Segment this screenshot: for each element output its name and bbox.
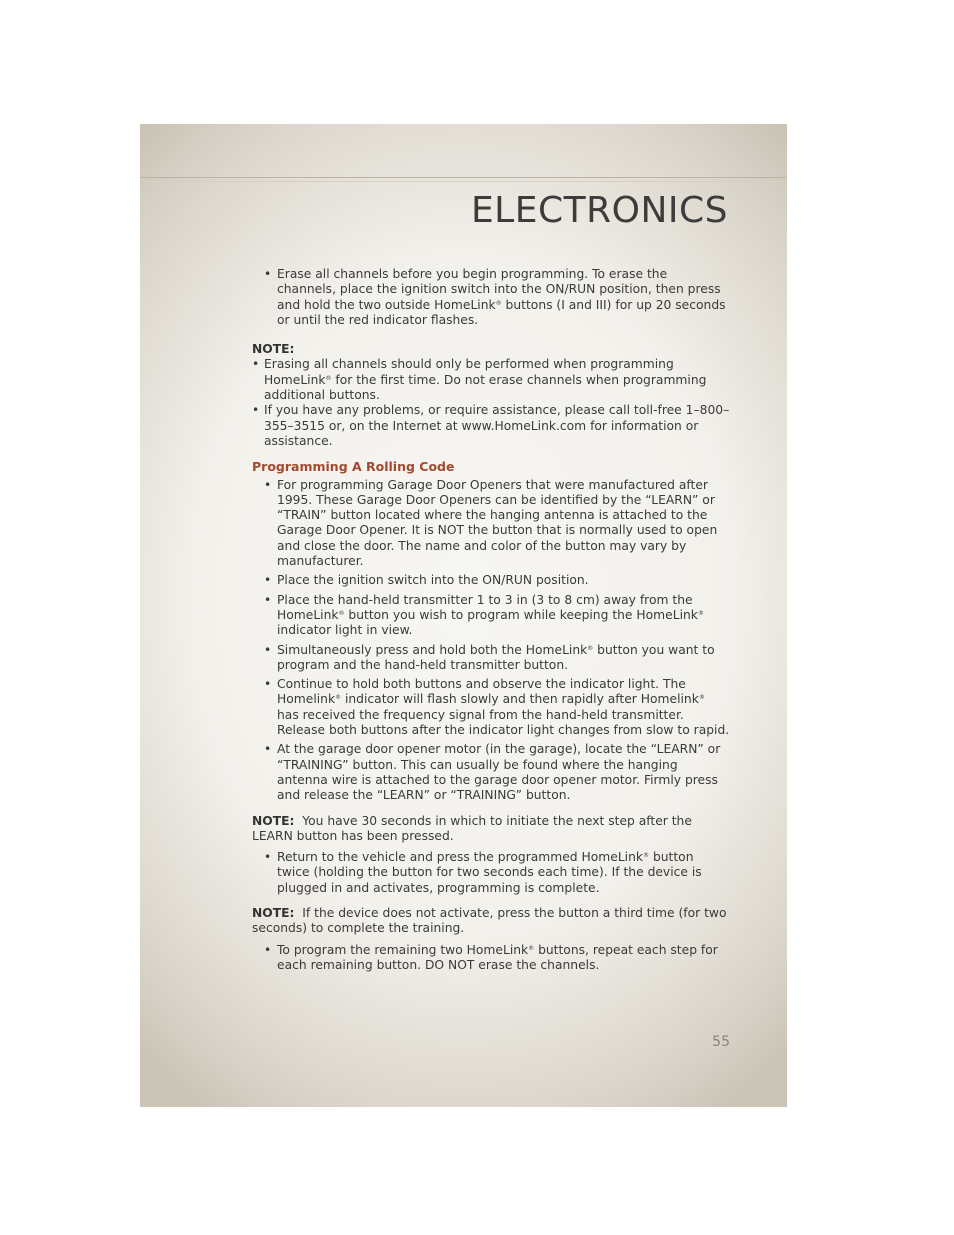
bullet-glyph: • <box>264 267 272 281</box>
bullet-glyph: • <box>264 642 272 657</box>
note-third-time: NOTE: If the device does not activate, press the button a third time (for two seconds) to complete the training. <box>252 905 727 936</box>
note-label: NOTE: <box>252 905 295 920</box>
header-rule <box>140 177 787 178</box>
bullet-glyph: • <box>264 573 272 588</box>
bullet-glyph: • <box>252 357 260 372</box>
note-bullet-erasing: • Erasing all channels should only be performed when programming HomeLink® for the first time. Do not erase channels when programming additional buttons. <box>252 357 707 403</box>
bullet-learn-button: • At the garage door opener motor (in the garage), locate the “LEARN” or “TRAINING” button. This can usually be found where the hanging antenna wire is attached to the garage door opener motor. Firmly press and release the “LEARN” or “TRAINING” button. <box>264 742 721 803</box>
page-title: ELECTRONICS <box>470 190 728 231</box>
bullet-remaining-buttons: • To program the remaining two HomeLink® buttons, repeat each step for each remaining button. DO NOT erase the channels. <box>264 942 718 972</box>
note-bullet-assistance: • If you have any problems, or require assistance, please call toll-free 1–800–355–3515 or, on the Internet at www.HomeLink.com for information or assistance. <box>252 403 730 448</box>
bullet-erase-channels: • Erase all channels before you begin programming. To erase the channels, place the ignition switch into the ON/RUN position, then press and hold the two outside HomeLink® buttons (I and III) for up 20 seconds or until the red indicator flashes. <box>264 267 726 327</box>
bullet-return-vehicle: • Return to the vehicle and press the programmed HomeLink® button twice (holding the button for two seconds each time). If the device is plugged in and activates, programming is complete. <box>264 850 702 895</box>
bullet-glyph: • <box>264 592 272 607</box>
bullet-ignition: • Place the ignition switch into the ON/RUN position. <box>264 573 589 588</box>
bullet-glyph: • <box>264 850 272 865</box>
bullet-glyph: • <box>252 403 260 418</box>
section-heading: Programming A Rolling Code <box>252 459 455 475</box>
header-rule-secondary <box>140 181 787 182</box>
bullet-observe-light: • Continue to hold both buttons and observe the indicator light. The Homelink® indicator will flash slowly and then rapidly after Homelink® has received the frequency signal from the hand-held transmitter. Release both buttons after the indicator light changes from slow to rapid. <box>264 677 730 738</box>
note-label: NOTE: <box>252 342 295 357</box>
manual-page <box>140 124 787 1107</box>
bullet-glyph: • <box>264 477 272 492</box>
bullet-press-hold: • Simultaneously press and hold both the HomeLink® button you want to program and the hand-held transmitter button. <box>264 642 715 672</box>
bullet-place-transmitter: • Place the hand-held transmitter 1 to 3 in (3 to 8 cm) away from the HomeLink® button you wish to program while keeping the HomeLink® indicator light in view. <box>264 592 704 638</box>
bullet-glyph: • <box>264 677 272 692</box>
note-30-seconds: NOTE: You have 30 seconds in which to initiate the next step after the LEARN button has been pressed. <box>252 813 692 843</box>
bullet-glyph: • <box>264 742 272 757</box>
bullet-garage-openers: • For programming Garage Door Openers that were manufactured after 1995. These Garage Door Openers can be identified by the “LEARN” or “TRAIN” button located where the hanging antenna is attached to the Garage Door Opener. It is NOT the button that is normally used to open and close the door. The name and color of the button may vary by manufacturer. <box>264 477 718 569</box>
page-number: 55 <box>712 1034 730 1050</box>
note-label: NOTE: <box>252 813 295 828</box>
bullet-glyph: • <box>264 942 272 957</box>
page-content <box>252 267 730 977</box>
